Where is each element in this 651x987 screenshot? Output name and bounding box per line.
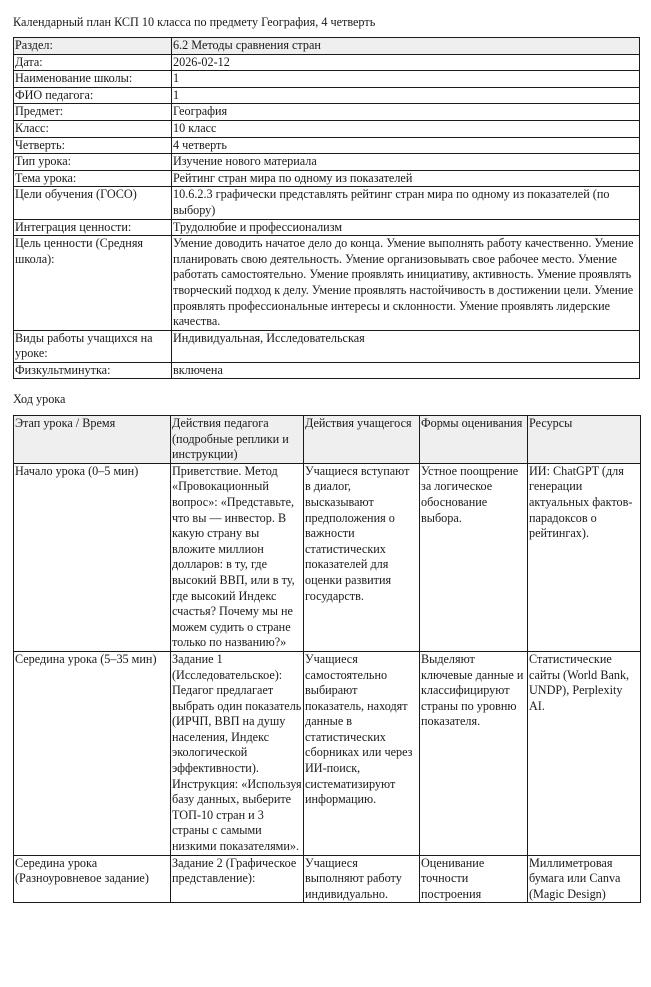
cell-assessment: Устное поощрение за логическое обоснование выбора. [420,463,528,651]
info-value: Трудолюбие и профессионализм [172,219,640,236]
cell-resources: Статистические сайты (World Bank, UNDP), Perplexity AI. [528,651,641,855]
header-resources: Ресурсы [528,416,641,464]
info-label: Цели обучения (ГОСО) [14,187,172,219]
info-row [14,87,640,104]
info-value: включена [172,362,640,379]
info-value: 10.6.2.3 графически представлять рейтинг стран мира по одному из показателей (по выбору) [172,187,640,219]
info-row [14,362,640,379]
header-teacher: Действия педагога (подробные реплики и инструкции) [171,416,304,464]
cell-teacher-actions: Приветствие. Метод «Провокационный вопрос»: «Представьте, что вы — инвестор. В какую страну вы вложите миллион долларов: в ту, где высокий ВВП, или в ту, где высокий Индекс счастья? Почему мы не можем судить о стране только по названию?» [171,463,304,651]
cell-stage: Начало урока (0–5 мин) [14,463,171,651]
info-value: 2026-02-12 [172,54,640,71]
info-row [14,104,640,121]
info-label: Наименование школы: [14,71,172,88]
info-row [14,170,640,187]
info-label: Физкультминутка: [14,362,172,379]
info-value: Рейтинг стран мира по одному из показателей [172,170,640,187]
header-assessment: Формы оценивания [420,416,528,464]
info-label: Тип урока: [14,154,172,171]
info-label: Виды работы учащихся на уроке: [14,330,172,362]
info-label: Предмет: [14,104,172,121]
lesson-flow-row [14,855,641,903]
info-label: Класс: [14,120,172,137]
lesson-flow-header-row [14,416,641,464]
cell-stage: Середина урока (5–35 мин) [14,651,171,855]
info-row [14,54,640,71]
header-student: Действия учащегося [304,416,420,464]
lesson-flow-table [13,415,641,903]
lesson-flow-label: Ход урока [13,392,66,406]
info-row [14,219,640,236]
info-row [14,154,640,171]
info-value: Умение доводить начатое дело до конца. Умение выполнять работу качественно. Умение планировать свою деятельность. Умение организовывать свое рабочее место. Умение работать самостоятельно. Умение проявлять инициативу, активность. Умение проявлять творческий подход к делу. Умение проявлять настойчивость в достижении цели. Умение проявлять профессиональные интересы и склонности. Умение проявлять лидерские качества. [172,236,640,331]
cell-student-actions: Учащиеся самостоятельно выбирают показатель, находят данные в статистических сборниках или через ИИ-поиск, систематизируют информацию. [304,651,420,855]
info-row [14,236,640,331]
document-title: Календарный план КСП 10 класса по предмету География, 4 четверть [13,15,376,29]
info-row [14,120,640,137]
info-row [14,137,640,154]
cell-teacher-actions: Задание 2 (Графическое представление): [171,855,304,903]
info-label: Дата: [14,54,172,71]
info-value: География [172,104,640,121]
info-value: 1 [172,87,640,104]
cell-resources: Миллиметровая бумага или Canva (Magic Design) [528,855,641,903]
cell-teacher-actions: Задание 1 (Исследовательское): Педагог предлагает выбрать один показатель (ИРЧП, ВВП на душу населения, Индекс экологической эффективности). Инструкция: «Используя базу данных, выберите ТОП-10 стран и 3 страны с самыми низкими показателями». [171,651,304,855]
info-value: 1 [172,71,640,88]
lesson-info-table [13,37,640,379]
cell-resources: ИИ: ChatGPT (для генерации актуальных фактов-парадоксов о рейтингах). [528,463,641,651]
cell-student-actions: Учащиеся выполняют работу индивидуально. [304,855,420,903]
cell-student-actions: Учащиеся вступают в диалог, высказывают предположения о важности статистических показателей для оценки развития государств. [304,463,420,651]
header-stage: Этап урока / Время [14,416,171,464]
info-value: Изучение нового материала [172,154,640,171]
info-row [14,38,640,55]
info-value: 10 класс [172,120,640,137]
info-label: Тема урока: [14,170,172,187]
info-row [14,71,640,88]
info-label: Интеграция ценности: [14,219,172,236]
info-label: Цель ценности (Средняя школа): [14,236,172,331]
info-value: 4 четверть [172,137,640,154]
info-row [14,330,640,362]
cell-assessment: Оценивание точности построения [420,855,528,903]
lesson-flow-row [14,651,641,855]
info-label: Раздел: [14,38,172,55]
info-value: Индивидуальная, Исследовательская [172,330,640,362]
info-value: 6.2 Методы сравнения стран [172,38,640,55]
lesson-flow-row [14,463,641,651]
cell-stage: Середина урока (Разноуровневое задание) [14,855,171,903]
info-label: Четверть: [14,137,172,154]
info-label: ФИО педагога: [14,87,172,104]
cell-assessment: Выделяют ключевые данные и классифицируют страны по уровню показателя. [420,651,528,855]
info-row [14,187,640,219]
